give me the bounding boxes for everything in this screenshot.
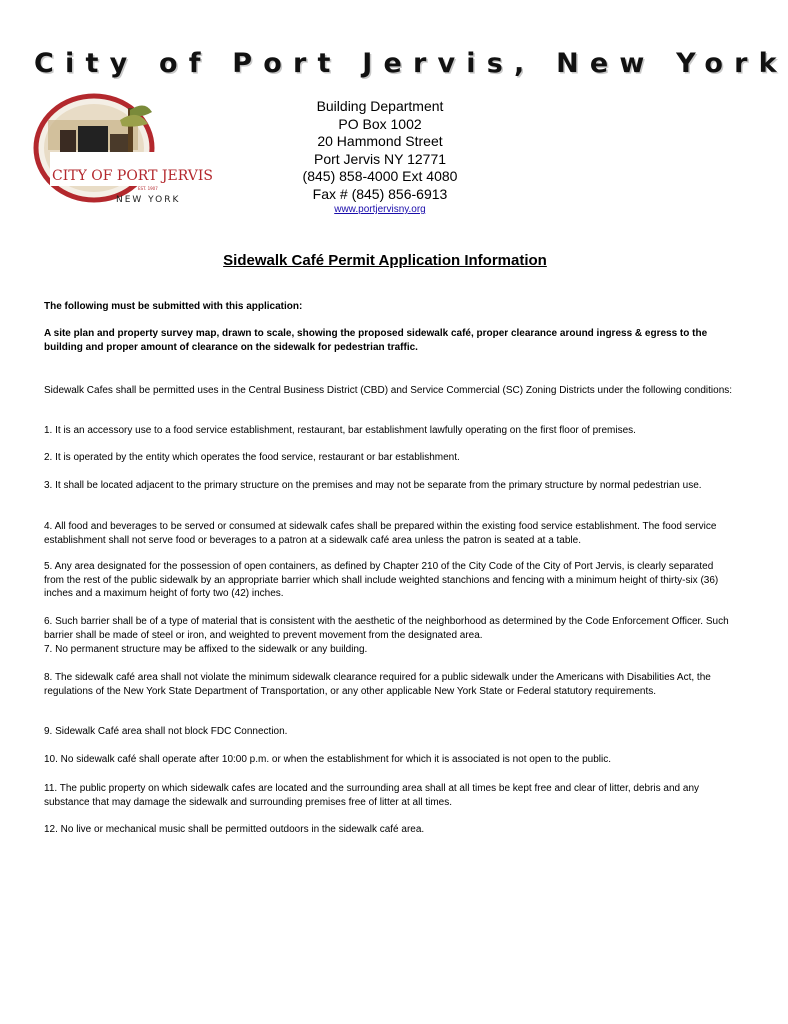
contact-block [280, 98, 480, 217]
document-title: Sidewalk Café Permit Application Information [223, 252, 547, 269]
conditions-intro: Sidewalk Cafes shall be permitted uses in the Central Business District (CBD) and Service Commercial (SC) Zoning Districts under the following conditions: [44, 385, 733, 396]
logo-text: CITY OF PORT JERVIS [52, 168, 213, 184]
svg-text:NEW YORK: NEW YORK [116, 195, 181, 205]
po-box: PO Box 1002 [338, 115, 422, 132]
phone-number: (845) 858-4000 Ext 4080 [302, 168, 458, 184]
condition-item: 9. Sidewalk Café area shall not block FDC Connection. [44, 726, 288, 737]
website-link[interactable]: www.portjervisny.org [334, 204, 426, 215]
submission-requirement: A site plan and property survey map, drawn to scale, showing the proposed sidewalk café, proper clearance around ingress & egress to the building and proper amount of clearance on the sidewalk for pedestrian traffic. [44, 328, 708, 353]
condition-item: 7. No permanent structure may be affixed to the sidewalk or any building. [44, 644, 368, 655]
fax-number: Fax # (845) 856-6913 [312, 185, 448, 202]
city-logo [30, 90, 213, 212]
condition-item: 4. All food and beverages to be served or consumed at sidewalk cafes shall be prepared within the existing food service establishment. The food service establishment shall not serve food or beverages to a patron at a sidewalk café area unless the patron is seated at a table. [44, 521, 717, 546]
city-state-zip: Port Jervis NY 12771 [313, 150, 447, 167]
condition-item: 11. The public property on which sidewalk cafes are located and the surrounding area shall at all times be kept free and clear of litter, debris and any substance that may damage the sidewalk and surrounding premises free of litter at all times. [44, 783, 700, 808]
department-name: Building Department [316, 98, 444, 114]
condition-item: 3. It shall be located adjacent to the primary structure on the premises and may not be separate from the primary structure by normal pedestrian use. [44, 480, 702, 491]
condition-item: 5. Any area designated for the possession of open containers, as defined by Chapter 210 of the City Code of the City of Port Jervis, is clearly separated from the rest of the public sidewalk by an appropriate barrier which shall include weighted stanchions and fencing with a minimum height of thirty-six (36) inches and a maximum height of forty two (42) inches. [44, 561, 719, 600]
svg-text:EST. 1907: EST. 1907 [138, 186, 158, 191]
condition-item: 12. No live or mechanical music shall be permitted outdoors in the sidewalk café area. [44, 824, 425, 835]
condition-item: 6. Such barrier shall be of a type of material that is consistent with the aesthetic of the neighborhood as determined by the Code Enforcement Officer. Such barrier shall be made of steel or iron, and weighted to prevent movement from the designated area. [44, 616, 729, 641]
condition-item: 1. It is an accessory use to a food service establishment, restaurant, bar establishment lawfully operating on the first floor of premises. [44, 425, 636, 436]
condition-item: 8. The sidewalk café area shall not violate the minimum sidewalk clearance required for a public sidewalk under the Americans with Disabilities Act, the regulations of the New York State Department of Transportation, or any other applicable New York State or Federal statutory requirements. [44, 672, 711, 697]
submission-intro: The following must be submitted with this application: [44, 301, 303, 312]
condition-item: 10. No sidewalk café shall operate after 10:00 p.m. or when the establishment for which it is associated is not open to the public. [44, 754, 611, 765]
street-address: 20 Hammond Street [317, 133, 443, 149]
condition-item: 2. It is operated by the entity which operates the food service, restaurant or bar establishment. [44, 452, 460, 463]
city-seal-icon [30, 90, 213, 212]
page-header-title: City of Port Jervis, New York [34, 48, 788, 79]
